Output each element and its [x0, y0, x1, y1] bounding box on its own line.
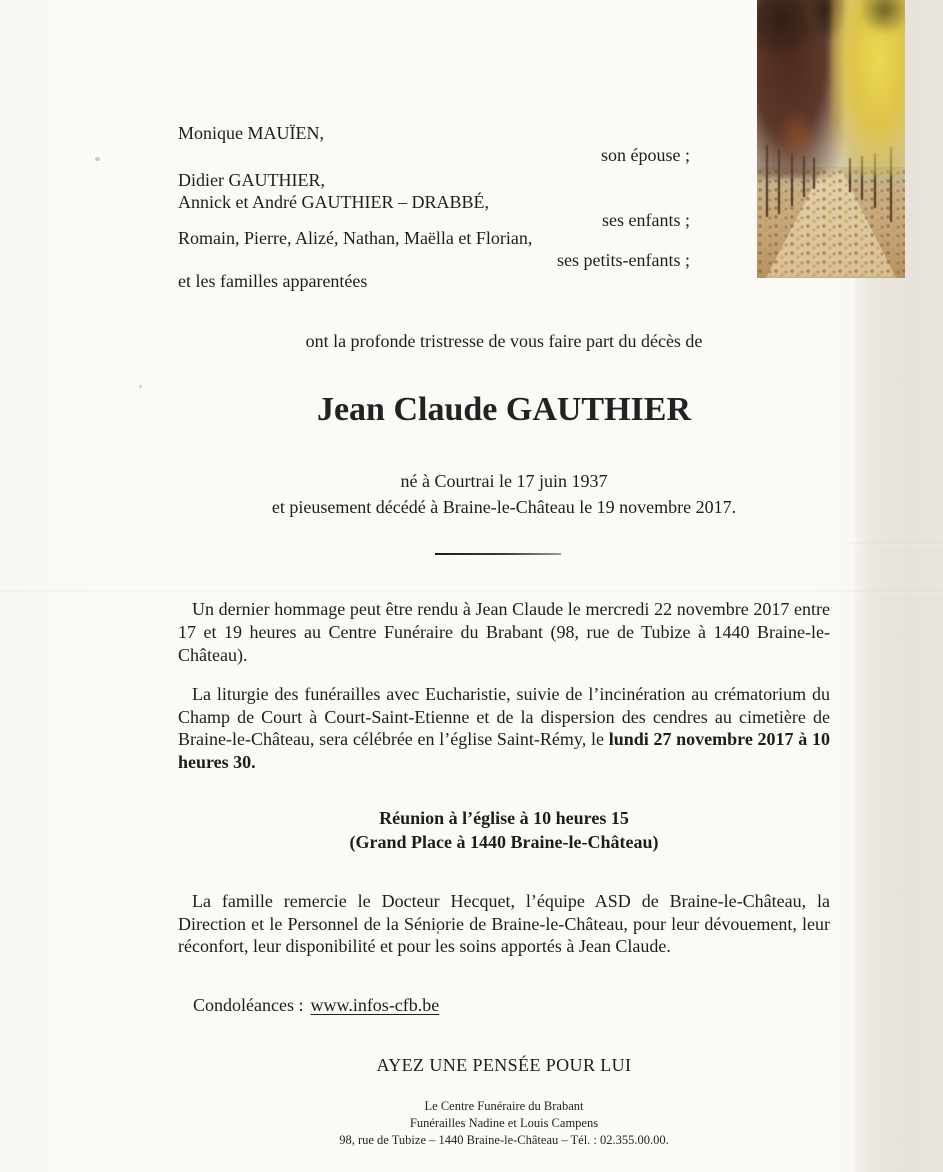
viewing-paragraph: Un dernier hommage peut être rendu à Jean Claude le mercredi 22 novembre 2017 entre 17 et 19 heures au Centre Funéraire du Brabant (98, rue de Tubize à 1440 Braine-le-Château).	[178, 599, 830, 665]
spouse-name-line: Monique MAUÏEN,	[178, 123, 324, 143]
separator-rule	[435, 553, 561, 555]
children-relation-label: ses enfants ;	[602, 210, 690, 230]
children-names-line-1: Didier GAUTHIER,	[178, 170, 325, 190]
spouse-relation-label: son épouse ;	[601, 145, 690, 165]
announcement-intro-line: ont la profonde tristresse de vous faire part du décès de	[305, 331, 703, 351]
paper-fold-line-right	[850, 542, 943, 545]
church-meeting-line-2: (Grand Place à 1440 Braine-le-Château)	[349, 832, 659, 852]
grandchildren-relation-label: ses petits-enfants ;	[557, 250, 690, 270]
church-meeting-line-1: Réunion à l’église à 10 heures 15	[379, 808, 629, 828]
scan-speck	[139, 385, 142, 388]
photo-foliage-top-right-olive	[861, 0, 905, 33]
autumn-alley-photo	[757, 0, 905, 278]
footer-funeral-home-name: Le Centre Funéraire du Brabant	[424, 1099, 584, 1113]
deceased-name-title: Jean Claude GAUTHIER	[316, 391, 692, 428]
photo-foliage-top-left-dark	[757, 0, 813, 56]
birth-line: né à Courtrai le 17 juin 1937	[400, 471, 608, 491]
thanks-paragraph: La famille remercie le Docteur Hecquet, l’équipe ASD de Braine-le-Château, la Direction et le Personnel de la Séniorie de Braine-le-Château, pour leur dévouement, leur réconfort, leur disponibilité et pour les soins apportés à Jean Claude.	[178, 891, 830, 956]
funeral-paragraph	[178, 683, 830, 773]
death-line: et pieusement décédé à Braine-le-Château le 19 novembre 2017.	[271, 497, 737, 517]
condolences-label: Condoléances :	[193, 995, 304, 1015]
footer-funeral-home-owners: Funérailles Nadine et Louis Campens	[409, 1116, 599, 1130]
photo-foliage-orange-accent	[778, 111, 816, 161]
related-families-line: et les familles apparentées	[178, 271, 368, 291]
footer-address-phone: 98, rue de Tubize – 1440 Braine-le-Château – Tél. : 02.355.00.00.	[339, 1133, 669, 1147]
grandchildren-names-line: Romain, Pierre, Alizé, Nathan, Maëlla et Florian,	[178, 228, 533, 248]
scan-speck	[95, 157, 100, 161]
paper-fold-line	[0, 590, 943, 593]
funeral-paragraph-bold-date: lundi 27 novembre 2017 à 10 heures 30.	[178, 729, 830, 772]
funeral-paragraph-text: La liturgie des funérailles avec Eucharistie, suivie de l’incinération au crématorium du Champ de Court à Court-Saint-Etienne et de la dispersion des cendres au cimetière de Braine-le-Château, sera célébrée en l’église Saint-Rémy, le	[178, 684, 830, 749]
children-names-line-2: Annick et André GAUTHIER – DRABBÉ,	[178, 192, 489, 212]
condolences-line	[193, 994, 439, 1016]
condolences-url-link[interactable]: www.infos-cfb.be	[310, 995, 440, 1015]
closing-motto-line: AYEZ UNE PENSÉE POUR LUI	[376, 1055, 632, 1075]
